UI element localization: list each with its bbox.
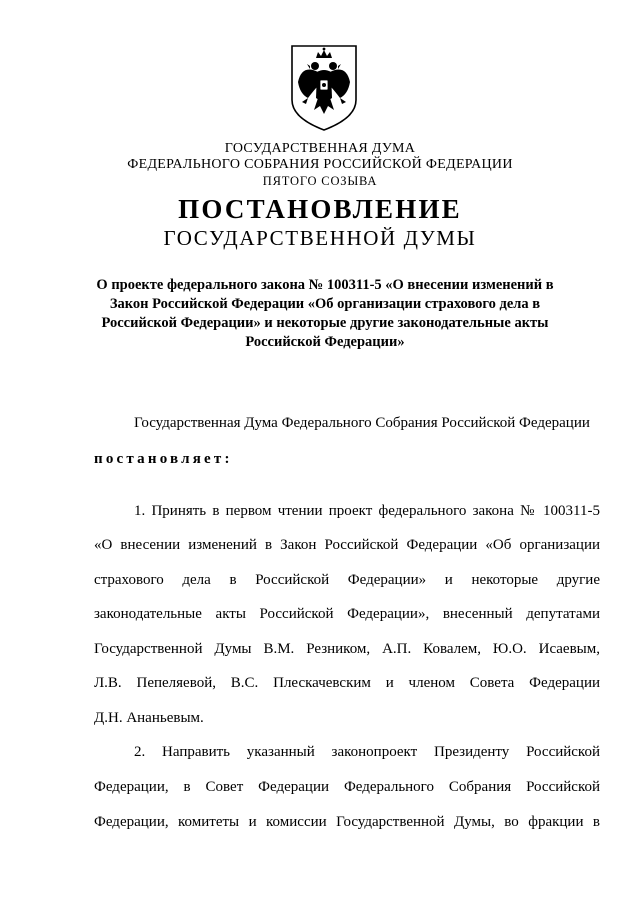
paragraph-line: «О внесении изменений в Закон Российской Федерации «Об организации (94, 537, 600, 553)
subject-line: Российской Федерации» (245, 334, 405, 350)
intro-text: Государственная Дума Федерального Собрания Российской Федерации (134, 415, 590, 431)
paragraph-line: Государственной Думы В.М. Резником, А.П. Ковалем, Ю.О. Исаевым, (94, 641, 600, 657)
paragraph-line: 2. Направить указанный законопроект Президенту Российской (134, 744, 600, 760)
document-subtitle: ГОСУДАРСТВЕННОЙ ДУМЫ (163, 226, 477, 250)
paragraph-line: законодательные акты Российской Федерации», внесенный депутатами (94, 606, 600, 622)
paragraph-line: Федерации, в Совет Федерации Федерального Собрания Российской (94, 779, 600, 795)
document-title: ПОСТАНОВЛЕНИЕ (178, 194, 462, 224)
subject-line: О проекте федерального закона № 100311-5 «О внесении изменений в (96, 277, 554, 293)
paragraph-line: Д.Н. Ананьевым. (94, 710, 204, 726)
subject-line: Закон Российской Федерации «Об организации страхового дела в (109, 296, 541, 312)
header-line-duma: ГОСУДАРСТВЕННАЯ ДУМА (224, 141, 416, 156)
subject-line: Российской Федерации» и некоторые другие законодательные акты (101, 315, 549, 331)
header-line-convocation: ПЯТОГО СОЗЫВА (262, 174, 378, 188)
paragraph-line: 1. Принять в первом чтении проект федерального закона № 100311-5 (134, 503, 600, 519)
coat-of-arms-icon (288, 42, 360, 132)
paragraph-line: страхового дела в Российской Федерации» и некоторые другие (94, 572, 600, 588)
state-emblem (288, 42, 360, 132)
document-subject (90, 276, 560, 352)
header-line-assembly: ФЕДЕРАЛЬНОГО СОБРАНИЯ РОССИЙСКОЙ ФЕДЕРАЦИИ (127, 157, 513, 172)
paragraph-line: Л.В. Пепеляевой, В.С. Плескачевским и членом Совета Федерации (94, 675, 600, 691)
paragraph-line: Федерации, комитеты и комиссии Государственной Думы, во фракции в (94, 814, 600, 830)
decrees-word: постановляет: (94, 451, 233, 467)
